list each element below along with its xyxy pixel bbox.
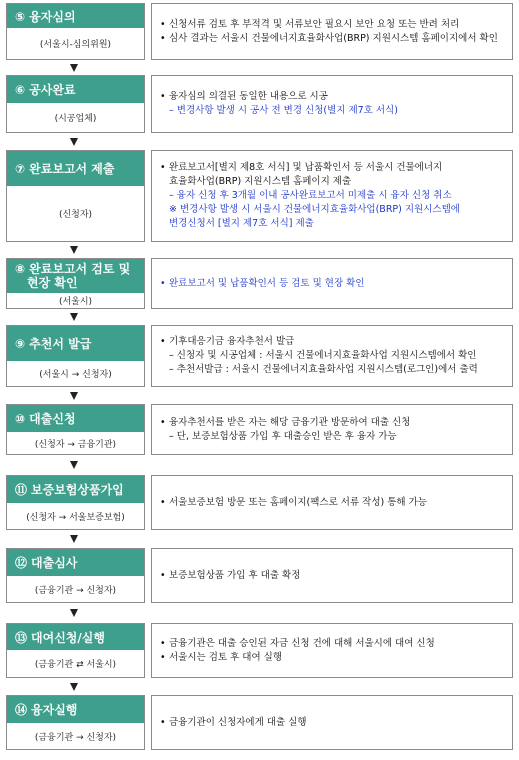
step-actor: (신청자) — [58, 210, 93, 220]
step-heading — [7, 76, 144, 103]
bullet-item: • 심사 결과는 서울시 건물에너지효율화사업(BRP) 지원시스템 홈페이지에서 확인 — [160, 32, 506, 46]
step-actor: (신청자 → 서울보증보험) — [26, 512, 125, 523]
step-actor: (서울시 → 신청자) — [39, 370, 112, 380]
step-heading — [7, 4, 144, 28]
sub-item: – 변경사항 발생 시 공사 전 변경 신청(별지 제7호 서식) — [169, 105, 398, 116]
down-arrow-icon — [67, 137, 81, 147]
step-title-box — [6, 623, 145, 678]
step-description-box — [151, 258, 513, 309]
down-arrow-icon — [67, 312, 81, 322]
step-description-box — [151, 548, 513, 603]
step-number: ⑧ — [15, 262, 26, 276]
step-number: ⑫ — [15, 556, 28, 570]
step-actor: (시공업체) — [54, 114, 97, 124]
step-title: 공사완료 — [29, 83, 76, 97]
step-actor: (금융기관 → 신청자) — [34, 585, 117, 596]
step-number: ⑬ — [15, 630, 28, 645]
step-title: 융자심의 — [29, 9, 76, 24]
step-description-box — [151, 475, 513, 530]
step-title-box — [6, 3, 145, 60]
step-title: 대출신청 — [29, 412, 76, 426]
step-title-box — [6, 404, 145, 455]
step-number: ⑩ — [15, 412, 26, 426]
step-title-line2: 현장 확인 — [27, 276, 78, 290]
step-number: ⑥ — [15, 83, 26, 97]
sub-item: – 신청자 및 시공업체 : 서울시 건물에너지효율화사업 지원시스템에서 확인 — [169, 350, 477, 361]
step-title-box — [6, 695, 145, 750]
step-actor: (신청자 → 금융기관) — [34, 439, 117, 450]
down-arrow-icon — [67, 682, 81, 692]
sub-item: ※ 변경사항 발생 시 서울시 건물에너지효율화사업(BRP) 지원시스템에 — [169, 204, 460, 215]
step-actor: (서울시) — [58, 297, 93, 307]
step-title-box — [6, 75, 145, 133]
step-description-box — [151, 3, 513, 60]
step-number: ⑤ — [15, 9, 26, 24]
bullet-item: • 보증보험상품 가입 후 대출 확정 — [160, 569, 506, 583]
sub-item: 효율화사업(BRP) 지원시스템 홈페이지 제출 — [169, 176, 352, 187]
step-heading — [7, 405, 144, 432]
bullet-item: • 신청서류 검토 후 부적격 및 서류보안 필요시 보안 요청 또는 반려 처리 — [160, 18, 506, 32]
step-title-box — [6, 548, 145, 603]
bullet-item: • 기후대응기금 융자추천서 발급 — [160, 335, 506, 349]
step-heading — [7, 476, 144, 503]
sub-item: – 융자 신청 후 3개월 이내 공사완료보고서 미제출 시 융자 신청 취소 — [169, 190, 452, 201]
step-description-box — [151, 623, 513, 678]
step-actor: (금융기관 → 신청자) — [34, 732, 117, 743]
step-description-box — [151, 150, 513, 242]
step-title-box — [6, 258, 145, 309]
bullet-item: • 융자심의 의결된 동일한 내용으로 시공 — [160, 90, 506, 104]
step-number: ⑦ — [15, 162, 26, 176]
step-title: 대출심사 — [31, 556, 78, 570]
bullet-item: • 완료보고서[별지 제8호 서식] 및 납품확인서 등 서울시 건물에너지 — [160, 161, 506, 175]
step-heading — [7, 549, 144, 576]
down-arrow-icon — [67, 460, 81, 470]
step-number: ⑪ — [15, 483, 28, 497]
step-heading — [7, 259, 144, 293]
step-number: ⑨ — [15, 337, 26, 351]
step-description-box — [151, 404, 513, 455]
step-title: 융자실행 — [31, 703, 78, 717]
down-arrow-icon — [67, 391, 81, 401]
bullet-item: • 완료보고서 및 납품확인서 등 검토 및 현장 확인 — [160, 277, 506, 291]
step-description-box — [151, 325, 513, 387]
bullet-item: • 금융기관이 신청자에게 대출 실행 — [160, 716, 506, 730]
step-title-box — [6, 475, 145, 530]
step-title: 완료보고서 검토 및 — [29, 262, 131, 276]
step-title: 대여신청/실행 — [31, 630, 105, 645]
bullet-item: • 서울보증보험 방문 또는 홈페이지(팩스로 서류 작성) 통해 가능 — [160, 496, 506, 510]
down-arrow-icon — [67, 245, 81, 255]
step-actor: (서울시-심의위원) — [39, 40, 112, 50]
bullet-item: • 융자추천서를 받은 자는 해당 금융기관 방문하여 대출 신청 — [160, 416, 506, 430]
step-heading — [7, 326, 144, 361]
step-title-box — [6, 150, 145, 242]
step-heading — [7, 696, 144, 723]
step-actor: (금융기관 ⇄ 서울시) — [34, 660, 117, 670]
down-arrow-icon — [67, 63, 81, 73]
down-arrow-icon — [67, 608, 81, 618]
step-heading — [7, 624, 144, 650]
step-number: ⑭ — [15, 703, 28, 717]
step-description-box — [151, 695, 513, 750]
step-heading — [7, 151, 144, 186]
bullet-item: • 서울시는 검토 후 대여 실행 — [160, 651, 506, 665]
step-title-box — [6, 325, 145, 387]
step-title: 완료보고서 제출 — [29, 162, 115, 176]
sub-item: – 단, 보증보험상품 가입 후 대출승인 받은 후 융자 가능 — [169, 430, 397, 442]
down-arrow-icon — [67, 534, 81, 544]
step-description-box — [151, 75, 513, 133]
step-title: 보증보험상품가입 — [31, 483, 124, 497]
step-title: 추천서 발급 — [29, 337, 92, 351]
bullet-item: • 금융기관은 대출 승인된 자금 신청 건에 대해 서울시에 대여 신청 — [160, 637, 506, 651]
sub-item: – 추천서발급 : 서울시 건물에너지효율화사업 지원시스템(로그인)에서 출력 — [169, 364, 478, 375]
sub-item: 변경신청서 [별지 제7호 서식] 제출 — [169, 218, 314, 229]
